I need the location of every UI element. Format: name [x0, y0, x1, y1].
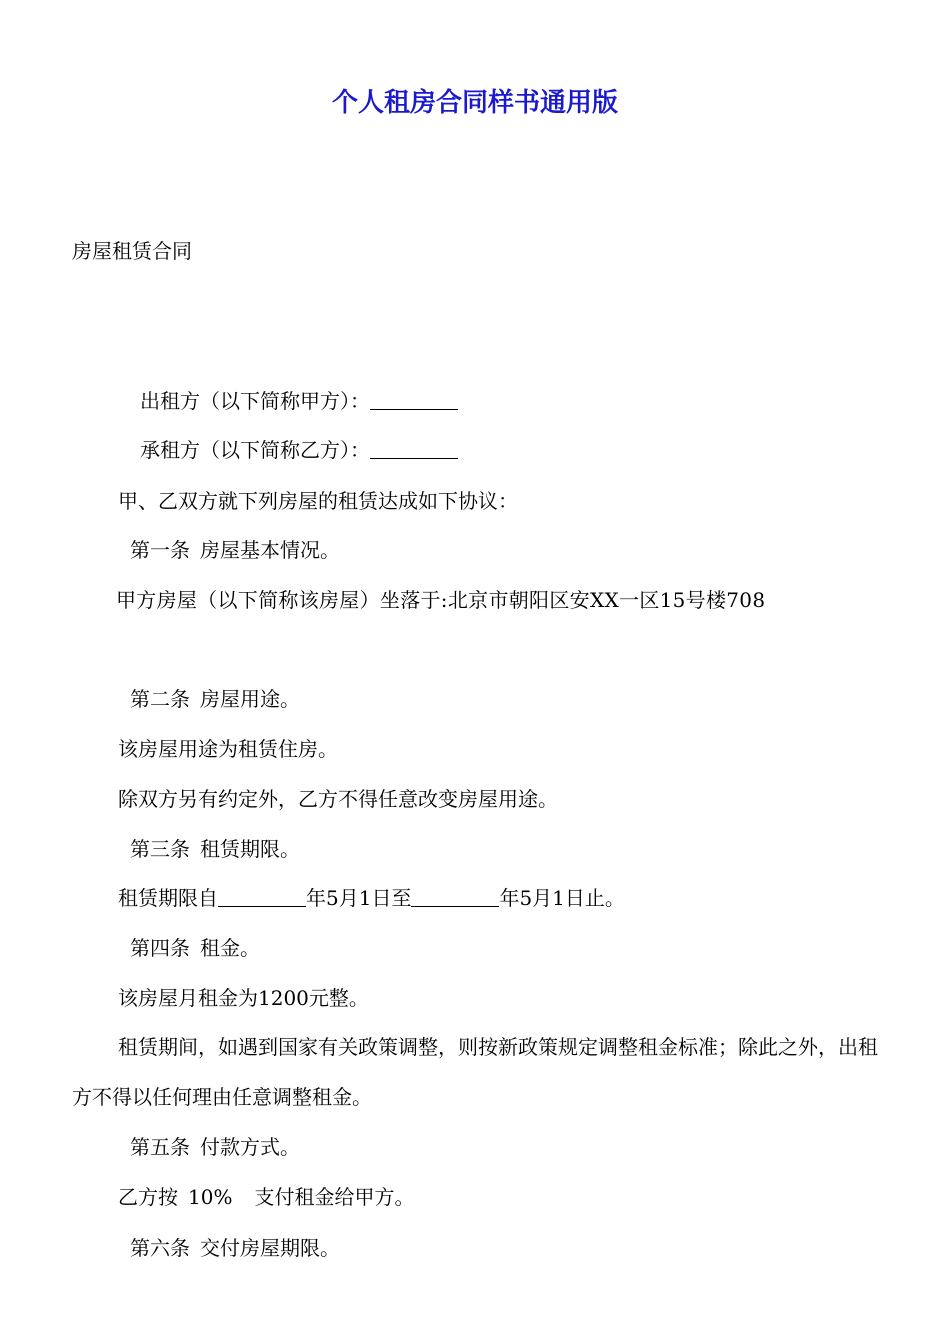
article4-text1: 该房屋月租金为1200元整。 [118, 986, 369, 1010]
article1-heading [130, 537, 340, 563]
lessee-line [140, 437, 458, 463]
article5-title: 第五条 [130, 1135, 190, 1159]
article3-prefix: 租赁期限自 [118, 886, 218, 910]
article5-heading [130, 1134, 300, 1160]
article3-heading [130, 836, 300, 862]
article3-name: 租赁期限。 [200, 837, 300, 861]
article4-text2: 租赁期间，如遇到国家有关政策调整，则按新政策规定调整租金标准；除此之外，出租方不得以任何理由任意调整租金。 [72, 1035, 878, 1109]
article6-title: 第六条 [130, 1236, 190, 1260]
article4-title: 第四条 [130, 936, 190, 960]
article1-text: 甲方房屋（以下简称该房屋）坐落于:北京市朝阳区安XX一区15号楼708 [116, 588, 766, 612]
article4-name: 租金。 [200, 936, 260, 960]
article5-prefix: 乙方按 [118, 1185, 178, 1209]
end-year-blank [411, 886, 499, 907]
article3-middle: 年5月1日至 [306, 886, 412, 910]
article5-name: 付款方式。 [200, 1135, 300, 1159]
article2-title: 第二条 [130, 687, 190, 711]
lessor-blank [370, 389, 458, 410]
article3-suffix: 年5月1日止。 [499, 886, 625, 910]
article2-name: 房屋用途。 [200, 687, 300, 711]
lessee-blank [370, 438, 458, 459]
document-title: 个人租房合同样书通用版 [331, 88, 618, 118]
article1-title: 第一条 [130, 538, 190, 562]
article6-heading [130, 1235, 340, 1261]
article4-heading [130, 935, 260, 961]
article1-name: 房屋基本情况。 [200, 538, 340, 562]
article5-text [118, 1184, 414, 1210]
article3-title: 第三条 [130, 837, 190, 861]
article3-text [118, 885, 625, 911]
article2-heading [130, 686, 300, 712]
lessor-label: 出租方（以下简称甲方）： [140, 389, 370, 413]
article5-suffix: 支付租金给甲方。 [254, 1185, 415, 1209]
article2-text2: 除双方另有约定外，乙方不得任意改变房屋用途。 [118, 787, 558, 811]
contract-heading: 房屋租赁合同 [72, 239, 192, 263]
lessee-label: 承租方（以下简称乙方）： [140, 438, 370, 462]
article5-value: 10% [188, 1185, 233, 1209]
article6-name: 交付房屋期限。 [200, 1236, 340, 1260]
agreement-intro: 甲、乙双方就下列房屋的租赁达成如下协议： [118, 489, 518, 513]
lessor-line [140, 388, 458, 414]
start-year-blank [218, 886, 306, 907]
article2-text1: 该房屋用途为租赁住房。 [118, 737, 338, 761]
